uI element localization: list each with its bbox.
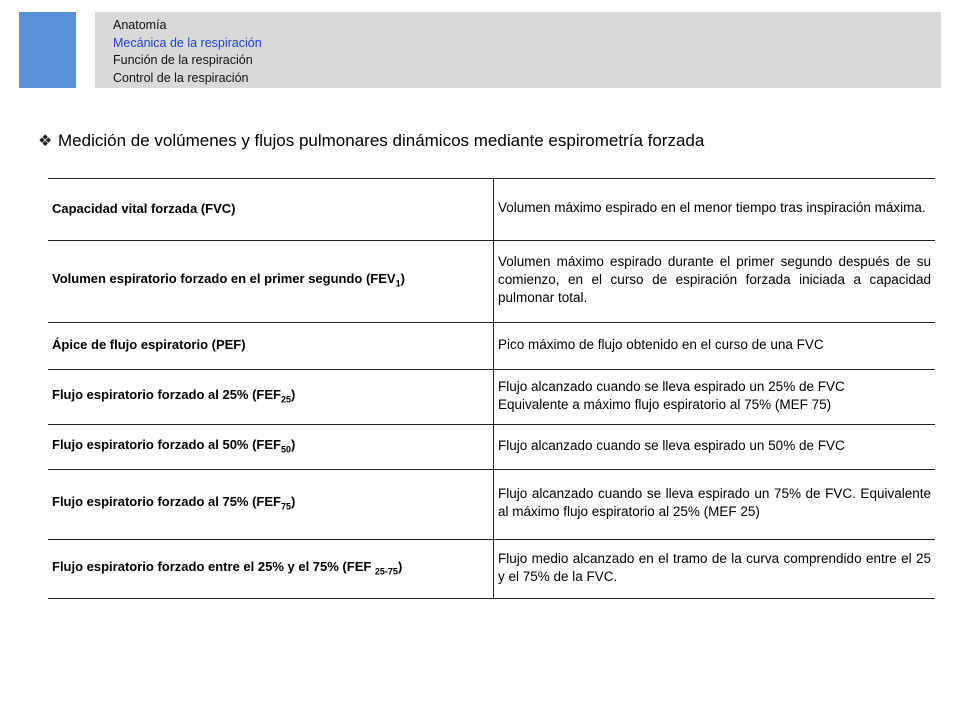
table-row [48, 470, 935, 540]
term-subscript: 25 [280, 394, 291, 405]
definition-cell [494, 470, 936, 540]
table-row [48, 540, 935, 599]
term-text: Flujo espiratorio forzado al 25% (FEF [52, 386, 281, 402]
term-text: Volumen espiratorio forzado en el primer segundo (FEV [52, 271, 396, 287]
definition-cell [494, 241, 936, 323]
table-row [48, 323, 935, 370]
table-row [48, 241, 935, 323]
term-cell [48, 370, 494, 425]
term-text: Capacidad vital forzada (FVC) [52, 200, 236, 216]
nav-item-mecanica[interactable]: Mecánica de la respiración [113, 35, 262, 50]
term-cell [48, 323, 494, 370]
term-text: Ápice de flujo espiratorio (PEF) [52, 337, 246, 352]
definition-text: Volumen máximo espirado en el menor tiempo tras inspiración máxima. [498, 200, 926, 215]
definition-cell [494, 425, 936, 470]
term-tail: ) [397, 558, 403, 574]
definition-line: Equivalente a máximo flujo espiratorio al 75% (MEF 75) [498, 396, 832, 412]
nav-item-funcion[interactable]: Función de la respiración [113, 53, 253, 67]
nav-item-anatomia[interactable]: Anatomía [113, 18, 167, 32]
term-tail: ) [291, 386, 296, 402]
definition-text: Flujo alcanzado cuando se lleva espirado un 75% de FVC. Equivalente al máximo flujo espiratorio al 25% (MEF 25) [498, 486, 931, 519]
term-cell [48, 425, 494, 470]
table-row [48, 370, 935, 425]
term-subscript: 50 [280, 444, 291, 455]
table-row [48, 425, 935, 470]
definition-cell [494, 323, 936, 370]
term-subscript: 1 [395, 278, 401, 289]
accent-block [19, 12, 76, 88]
definition-text: Volumen máximo espirado durante el primer segundo después de su comienzo, en el curso de espiración forzada iniciada a capacidad pulmonar total. [498, 254, 931, 305]
definition-text: Flujo medio alcanzado en el tramo de la curva comprendido entre el 25 y el 75% de la FVC. [498, 550, 931, 584]
page-title [38, 130, 938, 153]
term-tail: ) [291, 436, 296, 452]
term-text: Flujo espiratorio forzado al 75% (FEF [52, 494, 281, 510]
diamond-bullet-icon: ❖ [38, 133, 53, 150]
definition-cell [494, 179, 936, 241]
definition-cell [494, 540, 936, 599]
term-subscript: 75 [280, 501, 291, 512]
term-subscript: 25-75 [374, 566, 398, 577]
term-cell [48, 470, 494, 540]
table-row [48, 179, 935, 241]
term-text: Flujo espiratorio forzado al 50% (FEF [52, 436, 281, 452]
page-title-text: Medición de volúmenes y flujos pulmonares dinámicos mediante espirometría forzada [58, 131, 705, 150]
definition-cell [494, 370, 936, 425]
term-cell [48, 540, 494, 599]
definition-line: Flujo alcanzado cuando se lleva espirado un 25% de FVC [498, 378, 845, 394]
spirometry-table [48, 178, 935, 599]
term-cell [48, 179, 494, 241]
section-nav [113, 17, 262, 87]
term-cell [48, 241, 494, 323]
nav-item-control[interactable]: Control de la respiración [113, 70, 249, 85]
definition-text: Pico máximo de flujo obtenido en el curso de una FVC [498, 336, 824, 352]
term-text: Flujo espiratorio forzado entre el 25% y el 75% (FEF [52, 558, 375, 574]
definition-text: Flujo alcanzado cuando se lleva espirado un 50% de FVC [498, 437, 845, 453]
term-tail: ) [291, 494, 296, 510]
term-tail: ) [400, 271, 405, 287]
